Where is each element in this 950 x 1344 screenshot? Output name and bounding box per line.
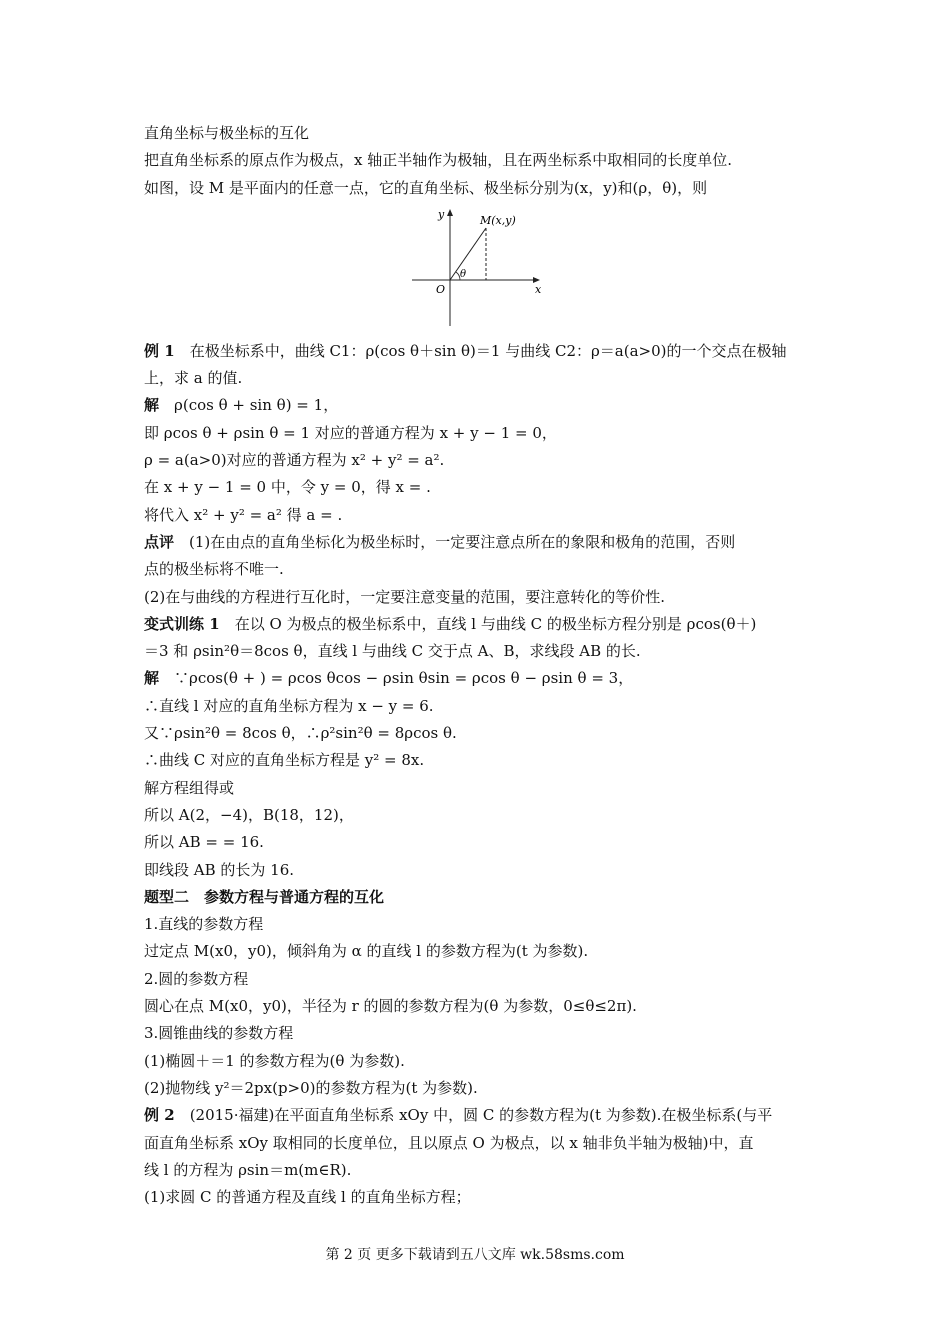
y-axis-arrow xyxy=(447,209,453,216)
intro-line: 把直角坐标系的原点作为极点，x 轴正半轴作为极轴，且在两坐标系中取相同的长度单位. xyxy=(144,151,732,170)
section-title: 直角坐标与极坐标的互化 xyxy=(144,124,310,142)
solution-line: ∴直线 l 对应的直角坐标方程为 x − y = 6. xyxy=(144,696,434,715)
comment xyxy=(144,529,808,556)
param-line-title: 1.直线的参数方程 xyxy=(144,915,264,934)
point-label: M(x,y) xyxy=(480,213,516,227)
comment-text: (1)在由点的直角坐标化为极坐标时，一定要注意点所在的象限和极角的范围，否则 xyxy=(189,532,736,551)
intro-line: 如图，设 M 是平面内的任意一点，它的直角坐标、极坐标分别为(x，y)和(ρ，θ)，则 xyxy=(144,178,708,197)
solution-line: 所以 A(2，−4)，B(18，12)， xyxy=(144,805,354,824)
radius-line xyxy=(450,228,486,280)
example-2-question: (1)求圆 C 的普通方程及直线 l 的直角坐标方程； xyxy=(144,1188,471,1207)
coordinate-figure xyxy=(144,202,808,338)
solution-line: ρ = a(a>0)对应的普通方程为 x² + y² = a². xyxy=(144,451,445,470)
solution-line: 即 ρcos θ + ρsin θ = 1 对应的普通方程为 x + y − 1 = 0， xyxy=(144,423,557,442)
solution-line: 所以 AB = = 16. xyxy=(144,833,264,852)
param-line-body: 过定点 M(x0，y0)，倾斜角为 α 的直线 l 的参数方程为(t 为参数). xyxy=(144,942,589,961)
param-conic-title: 3.圆锥曲线的参数方程 xyxy=(144,1024,294,1043)
solution-label: 解 xyxy=(144,669,160,688)
variant-label: 变式训练 1 xyxy=(144,614,220,633)
solution-label: 解 xyxy=(144,396,160,415)
solution-line: ∴曲线 C 对应的直角坐标方程是 y² = 8x. xyxy=(144,751,425,770)
comment-label: 点评 xyxy=(144,532,175,551)
example-label: 例 2 xyxy=(144,1106,175,1125)
page-footer: 第 2 页 更多下载请到五八文库 wk.58sms.com xyxy=(325,1247,625,1263)
variant-line: ＝3 和 ρsin²θ＝8cos θ，直线 l 与曲线 C 交于点 A、B，求线段 AB 的长. xyxy=(144,642,641,661)
variant-training xyxy=(144,611,808,638)
example-2 xyxy=(144,1102,808,1129)
example-text: 在极坐标系中，曲线 C1：ρ(cos θ＋sin θ)＝1 与曲线 C2：ρ＝a(a>0)的一个交点在极轴 xyxy=(189,341,787,360)
x-axis-label: x xyxy=(535,282,542,296)
param-parabola-body: (2)抛物线 y²＝2px(p>0)的参数方程为(t 为参数). xyxy=(144,1078,478,1097)
angle-label: θ xyxy=(460,268,467,280)
comment-line: 点的极坐标将不唯一. xyxy=(144,560,284,579)
solution-text: ρ(cos θ + sin θ) = 1， xyxy=(174,396,339,415)
origin-label: O xyxy=(436,282,446,296)
param-circle-body: 圆心在点 M(x0，y0)，半径为 r 的圆的参数方程为(θ 为参数，0≤θ≤2π). xyxy=(144,997,637,1016)
example-text: (2015·福建)在平面直角坐标系 xOy 中，圆 C 的参数方程为(t 为参数).在极坐标系(与平 xyxy=(189,1106,773,1125)
y-axis-label: y xyxy=(438,207,445,221)
page-content xyxy=(144,120,808,1211)
example-2-cont: 线 l 的方程为 ρsin＝m(m∈R). xyxy=(144,1160,352,1179)
type-2-heading: 题型二 参数方程与普通方程的互化 xyxy=(144,887,385,906)
solution-2 xyxy=(144,665,808,692)
example-label: 例 1 xyxy=(144,341,175,360)
param-circle-title: 2.圆的参数方程 xyxy=(144,969,249,988)
solution-line: 即线段 AB 的长为 16. xyxy=(144,860,295,879)
example-1 xyxy=(144,338,808,365)
coordinate-diagram xyxy=(404,204,544,328)
variant-text: 在以 O 为极点的极坐标系中，直线 l 与曲线 C 的极坐标方程分别是 ρcos(θ＋) xyxy=(234,614,757,633)
comment-line: (2)在与曲线的方程进行互化时，一定要注意变量的范围，要注意转化的等价性. xyxy=(144,587,666,606)
example-2-cont: 面直角坐标系 xOy 取相同的长度单位，且以原点 O 为极点，以 x 轴非负半轴为极轴)中，直 xyxy=(144,1133,754,1152)
param-ellipse-body: (1)椭圆＋＝1 的参数方程为(θ 为参数). xyxy=(144,1051,405,1070)
solution-line: 解方程组得或 xyxy=(144,778,235,797)
solution-line: 将代入 x² + y² = a² 得 a = . xyxy=(144,505,343,524)
solution-1 xyxy=(144,392,808,419)
solution-line: 在 x + y − 1 = 0 中，令 y = 0，得 x = . xyxy=(144,478,431,497)
solution-line: 又∵ρsin²θ = 8cos θ，∴ρ²sin²θ = 8ρcos θ. xyxy=(144,724,457,743)
solution-text: ∵ρcos(θ + ) = ρcos θcos − ρsin θsin = ρcos θ − ρsin θ = 3， xyxy=(174,669,634,688)
example-1-cont: 上，求 a 的值. xyxy=(144,369,243,388)
